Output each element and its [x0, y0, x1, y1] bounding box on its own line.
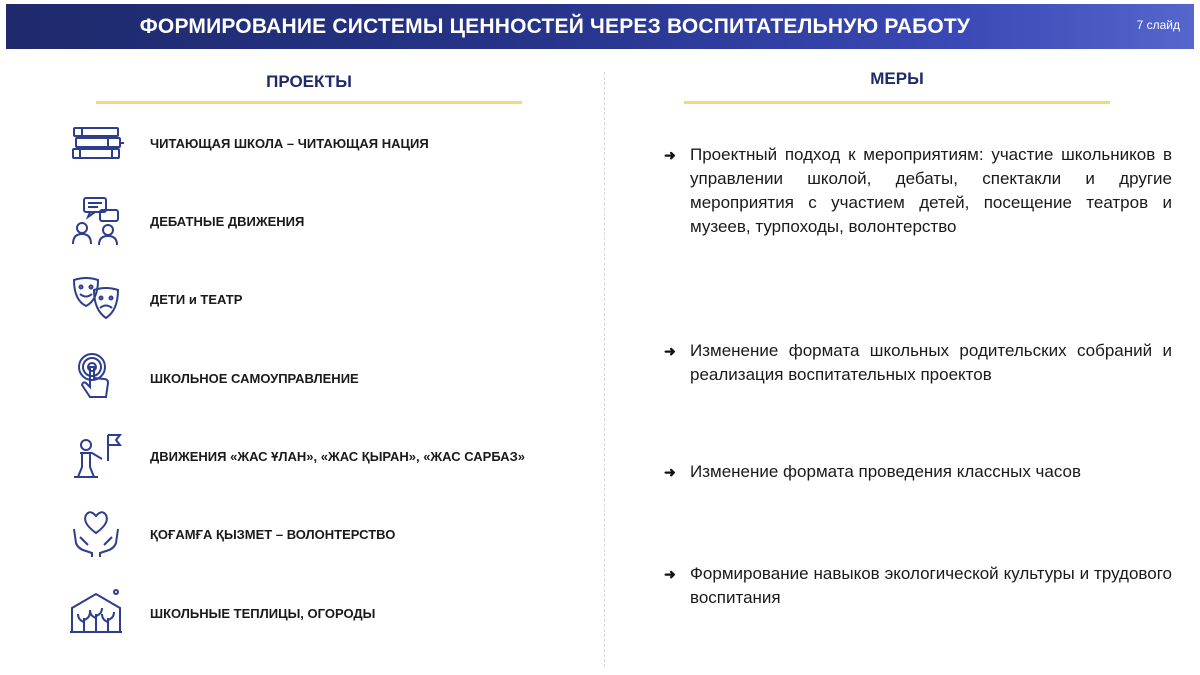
project-label: ШКОЛЬНОЕ САМОУПРАВЛЕНИЕ — [150, 370, 359, 386]
projects-heading: ПРОЕКТЫ — [266, 72, 352, 91]
measure-item-ecology — [664, 562, 1172, 610]
debate-icon — [70, 196, 126, 246]
arrow-right-icon: ➜ — [664, 147, 676, 163]
measures-heading: МЕРЫ — [870, 69, 924, 88]
touch-hand-icon — [70, 353, 126, 403]
arrow-right-icon: ➜ — [664, 343, 676, 359]
project-item-greenhouses — [70, 588, 375, 638]
measure-item-project-approach — [664, 143, 1172, 239]
project-item-youth-movements — [70, 431, 525, 481]
slide-number: 7 слайд — [1136, 18, 1180, 32]
column-divider — [604, 72, 605, 667]
project-item-volunteering — [70, 509, 395, 559]
measures-underline — [684, 101, 1110, 104]
project-item-reading — [70, 118, 429, 168]
measure-text: Изменение формата проведения классных часов — [690, 462, 1082, 481]
heart-hands-icon — [70, 509, 126, 559]
project-label: ЧИТАЮЩАЯ ШКОЛА – ЧИТАЮЩАЯ НАЦИЯ — [150, 135, 429, 151]
measure-text: Проектный подход к мероприятиям: участие школьников в управлении школой, дебаты, спектакли и другие мероприятия с участием детей, посещение театров и музеев, турпоходы, волонтерство — [690, 145, 1172, 236]
measure-item-class-hours — [664, 460, 1172, 484]
project-label: ДВИЖЕНИЯ «ЖАС ҰЛАН», «ЖАС ҚЫРАН», «ЖАС САРБАЗ» — [150, 448, 525, 464]
project-label: ҚОҒАМҒА ҚЫЗМЕТ – ВОЛОНТЕРСТВО — [150, 526, 396, 542]
project-label: ШКОЛЬНЫЕ ТЕПЛИЦЫ, ОГОРОДЫ — [150, 605, 376, 621]
flag-person-icon — [70, 431, 126, 481]
theater-masks-icon — [70, 274, 126, 324]
measure-text: Формирование навыков экологической культуры и трудового воспитания — [690, 564, 1172, 607]
projects-underline — [96, 101, 522, 104]
project-item-self-government — [70, 353, 359, 403]
books-icon — [70, 118, 126, 168]
project-label: ДЕБАТНЫЕ ДВИЖЕНИЯ — [150, 213, 305, 229]
measure-text: Изменение формата школьных родительских собраний и реализация воспитательных проектов — [690, 341, 1172, 384]
project-item-debates — [70, 196, 304, 246]
project-label: ДЕТИ и ТЕАТР — [150, 291, 243, 307]
arrow-right-icon: ➜ — [664, 566, 676, 582]
arrow-right-icon: ➜ — [664, 464, 676, 480]
measure-item-parent-meetings — [664, 339, 1172, 387]
slide-title: ФОРМИРОВАНИЕ СИСТЕМЫ ЦЕННОСТЕЙ ЧЕРЕЗ ВОСПИТАТЕЛЬНУЮ РАБОТУ — [139, 14, 971, 38]
project-item-theater — [70, 274, 242, 324]
greenhouse-icon — [70, 588, 126, 638]
title-bar — [6, 4, 1194, 49]
